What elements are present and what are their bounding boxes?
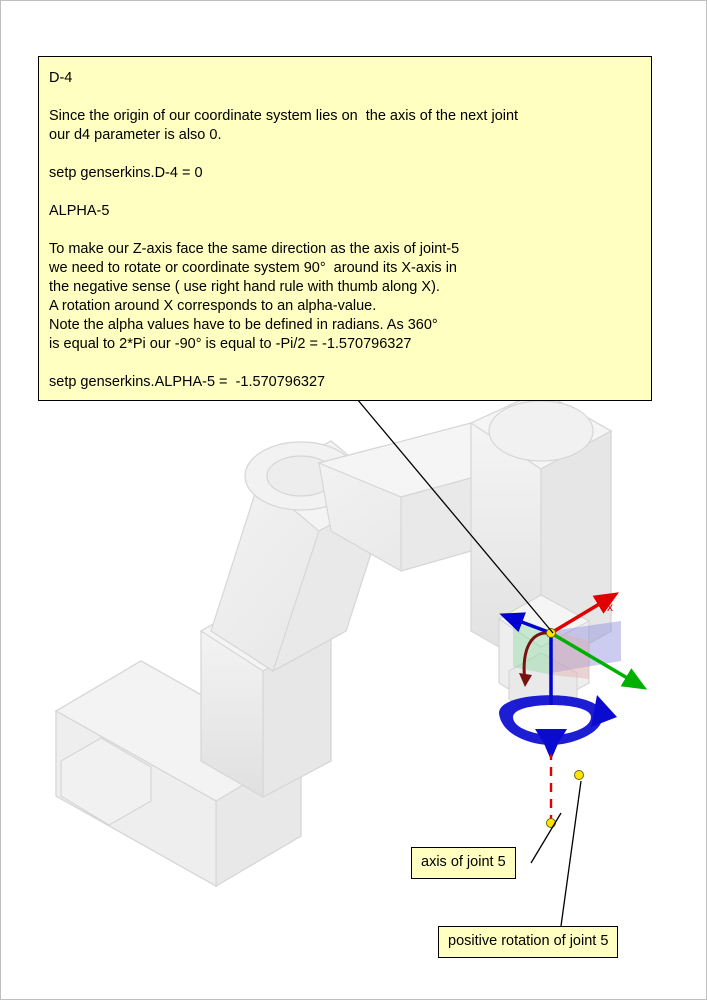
- note-line: we need to rotate or coordinate system 90° around its X-axis in: [49, 260, 457, 276]
- note-line: is equal to 2*Pi our -90° is equal to -Pi/2 = -1.570796327: [49, 336, 412, 352]
- callout-axis-of-joint-5: axis of joint 5: [411, 847, 516, 879]
- note-line-setp-alpha5: setp genserkins.ALPHA-5 = -1.570796327: [49, 374, 326, 390]
- note-line: our d4 parameter is also 0.: [49, 127, 222, 143]
- axis-label-x: x: [607, 600, 613, 614]
- note-spacer: [49, 221, 641, 240]
- note-spacer: [49, 88, 641, 107]
- note-line: the negative sense ( use right hand rule with thumb along X).: [49, 279, 440, 295]
- note-line: A rotation around X corresponds to an alpha-value.: [49, 298, 377, 314]
- positive-rotation-arrow: [499, 695, 617, 780]
- note-spacer: [49, 183, 641, 202]
- joint5-axis-marker: [547, 819, 556, 828]
- note-spacer: [49, 145, 641, 164]
- note-line: To make our Z-axis face the same direction as the axis of joint-5: [49, 241, 460, 257]
- callout-positive-rotation-of-joint-5: positive rotation of joint 5: [438, 926, 618, 958]
- note-line: Note the alpha values have to be defined in radians. As 360°: [49, 317, 438, 333]
- note-line-setp-d4: setp genserkins.D-4 = 0: [49, 165, 203, 181]
- note-line-alpha5-heading: ALPHA-5: [49, 203, 110, 219]
- note-line: Since the origin of our coordinate system lies on the axis of the next joint: [49, 108, 519, 124]
- note-line: D-4: [49, 70, 73, 86]
- dh-parameter-note: [38, 56, 652, 401]
- robot-arm-illustration: [1, 331, 707, 1000]
- note-spacer: [49, 354, 641, 373]
- frame-origin-marker: [547, 629, 556, 638]
